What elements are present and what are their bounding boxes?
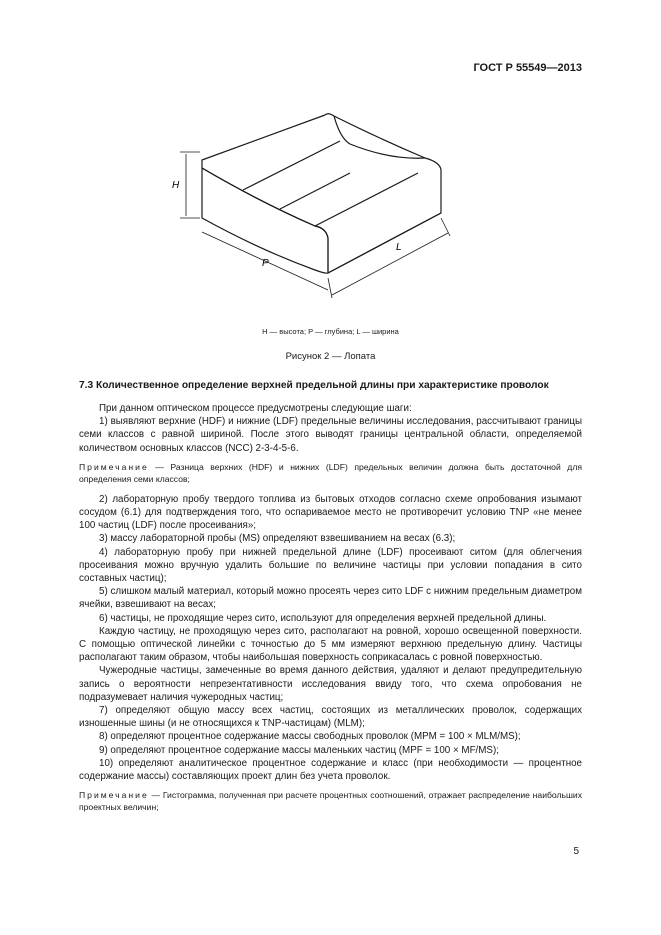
depth-label: P xyxy=(262,258,269,269)
paragraph-step-8: 8) определяют процентное содержание массы свободных проволок (MPM = 100 × MLM/MS); xyxy=(99,731,521,743)
shovel-diagram xyxy=(150,110,470,310)
width-label: L xyxy=(396,242,402,253)
note-1-label: Примечание xyxy=(79,461,149,472)
figure-caption: Рисунок 2 — Лопата xyxy=(285,351,376,362)
standard-number: ГОСТ Р 55549—2013 xyxy=(473,62,582,74)
paragraph-step-2: 2) лабораторную пробу твердого топлива из бытовых отходов согласно схеме опробования изымают сосудом (6.1) для подтверждения того, что оспариваемое место не противоречит условию TNP «не менее 100 частиц (LDF) после просеивания»; xyxy=(79,493,582,532)
paragraph-intro: При данном оптическом процессе предусмотрены следующие шаги: xyxy=(99,403,412,414)
height-label: H xyxy=(172,180,180,191)
paragraph-step-6b: Каждую частицу, не проходящую через сито, располагают на ровной, хорошо освещенной поверхности. С помощью оптической линейки с точностью до 5 мм измеряют верхнюю предельную длину. Частицы располагают таким образом, чтобы наибольшая поверхность соприкасалась с ровной поверхностью. xyxy=(79,625,582,664)
paragraph-step-4: 4) лабораторную пробу при нижней предельной длине (LDF) просеивают ситом (для облегчения просеивания можно вручную удалить большие по величине частицы при условии попадания в сито составных частиц); xyxy=(79,546,582,585)
note-2 xyxy=(79,789,582,813)
note-2-text: — Гистограмма, полученная при расчете процентных соотношений, отражает распределение наибольших проектных величин; xyxy=(79,790,582,813)
paragraph-step-7: 7) определяют общую массу всех частиц, состоящих из металлических проволок, содержащих изношенные шины (и не относящихся к TNP-частицам) (MLM); xyxy=(79,705,582,730)
shovel-inner-line-right xyxy=(315,173,418,226)
paragraph-step-1: 1) выявляют верхние (HDF) и нижние (LDF) предельные величины исследования, рассчитывают границы семи классов с равной шириной. После этого выводят границы центральной области, определяемой количеством основных классов (NCC) 2-3-4-5-6. xyxy=(79,416,582,454)
paragraph-step-6c: Чужеродные частицы, замеченные во время данного действия, удаляют и делают предупредительную запись о вероятности непрезентативности исследования ввиду того, что схема опробования не подразумевает наличия чужеродных частиц; xyxy=(79,665,582,703)
shovel-inner-line-mid xyxy=(280,173,350,209)
note-2-label: Примечание xyxy=(79,790,149,801)
paragraph-step-10: 10) определяют аналитическое процентное содержание и класс (при необходимости — процентное содержание массы) составляющих проект длин без учета проволок. xyxy=(79,757,582,783)
note-1 xyxy=(79,461,582,485)
shovel-bottom-edge xyxy=(328,213,441,273)
page-number: 5 xyxy=(573,846,579,857)
paragraph-step-3: 3) массу лабораторной пробы (MS) определяют взвешиванием на весах (6.3); xyxy=(99,533,456,545)
paragraph-step-5: 5) слишком малый материал, который можно просеять через сито LDF с нижним предельным диаметром ячейки, взвешивают на весах; xyxy=(79,586,582,611)
note-1-text: — Разница верхних (HDF) и нижних (LDF) предельных величин должна быть достаточной для определения семи классов; xyxy=(79,461,582,484)
paragraph-step-9: 9) определяют процентное содержание массы маленьких частиц (MPF = 100 × MF/MS); xyxy=(99,744,499,756)
document-body xyxy=(79,379,582,821)
figure-legend: H — высота; P — глубина; L — ширина xyxy=(262,327,399,336)
paragraph-step-6: 6) частицы, не проходящие через сито, используют для определения верхней предельной длины. xyxy=(99,612,547,624)
section-title: 7.3 Количественное определение верхней предельной длины при характеристике проволок xyxy=(79,380,549,391)
shovel-inner-line-left xyxy=(243,141,340,190)
shovel-top-face xyxy=(202,114,441,273)
